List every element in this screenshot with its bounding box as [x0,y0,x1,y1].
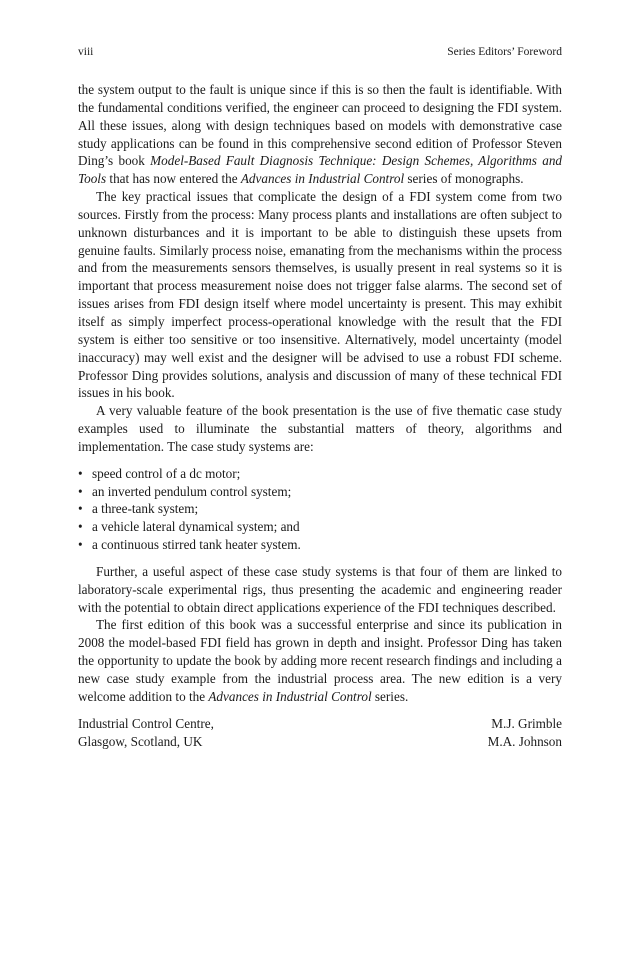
paragraph-2: The key practical issues that complicate the design of a FDI system come from two sources. Firstly from the process: Many process plants and installations are often subject to unknown disturbances and it is important to be able to distinguish these upsets from genuine faults. Similarly process noise, emanating from the mechanisms within the process and from the measurements sensors themselves, is usually present in real systems so it is important that process measurement noise does not trigger false alarms. The second set of issues arises from FDI design itself where model uncertainty is present. This may exhibit itself as simply imperfect process-operational knowledge with the result that the FDI system is either too sensitive or too insensitive. Alternatively, model uncertainty (model inaccuracy) may well exist and the designer will be advised to use a robust FDI scheme. Professor Ding provides solutions, analysis and discussion of many of these technical FDI issues in his book. [78,189,562,401]
affiliation-line: Industrial Control Centre, [78,715,214,731]
list-item: • a continuous stirred tank heater system. [78,536,562,554]
author-name: M.J. Grimble [491,715,562,731]
running-header [78,46,562,64]
book-title: Model-Based Fault Diagnosis Technique: Design Schemes, Algorithms and Tools [78,153,563,187]
affiliation-line: Glasgow, Scotland, UK [78,733,203,749]
case-study-list [78,465,562,554]
author-name: M.A. Johnson [487,733,562,749]
list-item: • speed control of a dc motor; [78,465,562,483]
paragraph-1-text-b: that has now entered the [106,171,241,187]
paragraph-5 [78,616,562,705]
list-item: • a three-tank system; [78,500,562,518]
page [78,46,562,750]
foreword-body [78,81,562,706]
page-number: viii [78,46,94,58]
series-name: Advances in Industrial Control [208,688,372,704]
paragraph-1 [78,81,562,188]
series-name: Advances in Industrial Control [240,171,405,187]
paragraph-4: Further, a useful aspect of these case study systems is that four of them are linked to laboratory-scale experimental rigs, thus presenting the academic and engineering reader with the potential to obtain direct applications experience of the FDI techniques described. [78,563,562,615]
paragraph-1-text-c: series of monographs. [404,171,524,187]
paragraph-3: A very valuable feature of the book presentation is the use of five thematic case study examples used to illuminate the substantial matters of theory, algorithms and implementation. The case study systems are: [78,403,562,454]
paragraph-5-text-b: series. [371,688,409,704]
running-title: Series Editors’ Foreword [447,46,562,58]
authors [488,715,562,751]
list-item: • a vehicle lateral dynamical system; and [78,518,562,536]
paragraph-5-text-a: The first edition of this book was a successful enterprise and since its publication in 2008 the model-based FDI field has grown in depth and insight. Professor Ding has taken the opportunity to update the book by adding more recent research findings and including a new case study example from the industrial process area. The new edition is a very welcome addition to the [78,617,562,704]
affiliation [78,715,214,751]
list-item: • an inverted pendulum control system; [78,483,562,501]
signature-block [78,715,562,751]
paragraph-1-text-a: the system output to the fault is unique since if this is so then the fault is identifiable. With the fundamental conditions verified, the engineer can proceed to designing the FDI system. All these issues, along with design techniques based on models with demonstrative case study applications can be found in this comprehensive second edition of Professor Steven Ding’s book [78,82,562,169]
